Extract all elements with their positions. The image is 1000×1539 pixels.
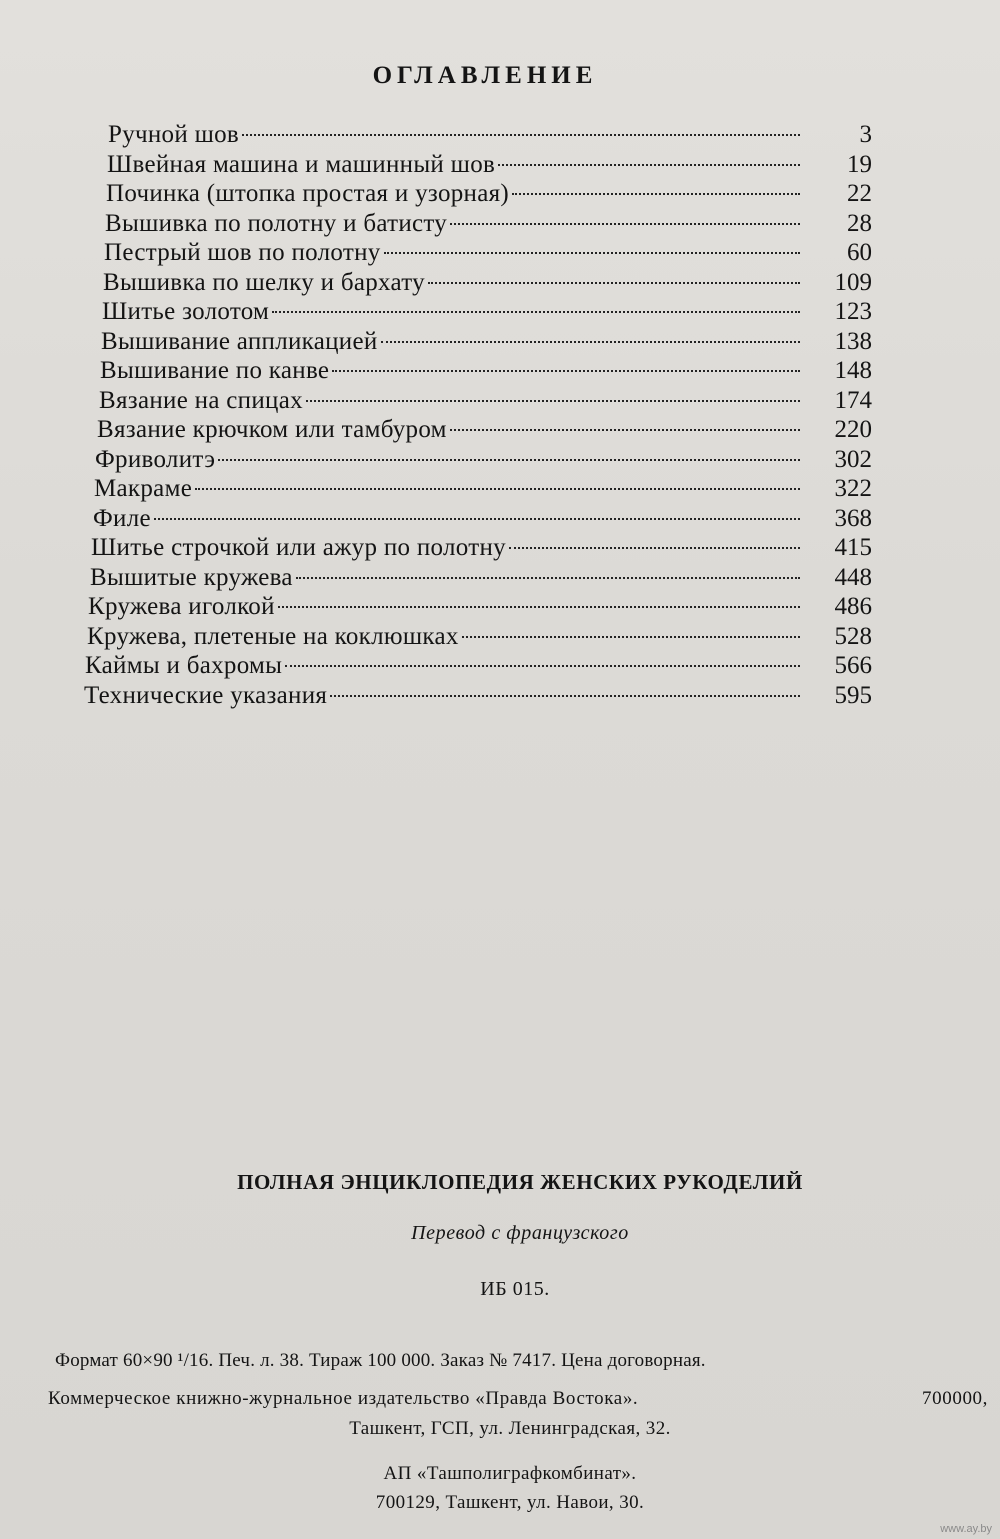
toc-entry-page: 302 xyxy=(834,445,872,473)
ib-number: ИБ 015. xyxy=(480,1278,550,1300)
toc-entry-label: Макраме xyxy=(94,475,193,502)
toc-entry-page: 528 xyxy=(834,622,872,650)
toc-entry xyxy=(82,474,872,504)
toc-entry-page: 486 xyxy=(834,593,872,620)
dot-leader xyxy=(509,547,800,549)
toc-entry-label: Вязание крючком или тамбуром xyxy=(97,416,447,443)
toc-entry-label: Вышивание аппликацией xyxy=(101,327,378,355)
publisher-address: Ташкент, ГСП, ул. Ленинградская, 32. xyxy=(349,1418,671,1439)
publisher-postcode: 700000, xyxy=(922,1388,988,1409)
dot-leader xyxy=(450,429,800,431)
toc-entry-label: Вышивка по полотну и батисту xyxy=(105,209,448,237)
toc-entry xyxy=(82,120,872,150)
toc-entry-page: 566 xyxy=(834,652,872,679)
toc-entry xyxy=(82,179,872,209)
toc-list xyxy=(82,120,872,710)
printer-address: 700129, Ташкент, ул. Навои, 30. xyxy=(375,1492,645,1513)
toc-entry-label: Кружева иголкой xyxy=(88,593,275,620)
toc-entry xyxy=(82,297,872,327)
toc-entry xyxy=(82,268,872,298)
toc-entry-label: Шитье строчкой или ажур по полотну xyxy=(91,534,506,561)
toc-entry-label: Починка (штопка простая и узорная) xyxy=(106,180,510,207)
toc-entry-label: Фриволитэ xyxy=(95,445,216,473)
toc-entry-page: 174 xyxy=(834,386,872,414)
toc-entry xyxy=(82,504,872,534)
toc-entry xyxy=(82,150,872,180)
toc-entry-page: 415 xyxy=(834,534,872,561)
toc-entry-page: 368 xyxy=(834,504,872,532)
dot-leader xyxy=(154,518,800,520)
toc-entry xyxy=(82,238,872,268)
dot-leader xyxy=(242,134,800,136)
dot-leader xyxy=(450,223,800,225)
toc-entry xyxy=(82,533,872,563)
toc-entry-label: Вышивка по шелку и бархату xyxy=(103,268,425,296)
toc-entry xyxy=(82,327,872,357)
toc-entry xyxy=(82,563,872,593)
toc-entry-page: 138 xyxy=(834,327,872,355)
toc-entry-label: Вышивание по канве xyxy=(100,357,330,384)
dot-leader xyxy=(296,577,800,579)
toc-entry-page: 148 xyxy=(834,357,872,384)
toc-entry xyxy=(82,651,872,681)
dot-leader xyxy=(462,636,800,638)
toc-entry-page: 448 xyxy=(834,563,872,591)
toc-entry xyxy=(82,681,872,711)
toc-entry-page: 60 xyxy=(847,239,872,266)
toc-entry-page: 3 xyxy=(859,121,872,148)
toc-entry-label: Кружева, плетеные на коклюшках xyxy=(87,622,459,650)
toc-entry-label: Филе xyxy=(93,504,151,532)
dot-leader xyxy=(218,459,800,461)
dot-leader xyxy=(195,488,800,490)
dot-leader xyxy=(428,282,800,284)
dot-leader xyxy=(285,665,800,667)
dot-leader xyxy=(512,193,800,195)
toc-entry-page: 595 xyxy=(834,681,872,709)
toc-title: ОГЛАВЛЕНИЕ xyxy=(372,62,598,89)
toc-entry-page: 109 xyxy=(834,268,872,296)
toc-entry-label: Шитье золотом xyxy=(102,298,270,325)
toc-entry-page: 22 xyxy=(847,180,872,207)
toc-entry-label: Ручной шов xyxy=(108,121,240,148)
dot-leader xyxy=(306,400,800,402)
toc-entry xyxy=(82,445,872,475)
toc-entry-label: Вязание на спицах xyxy=(99,386,303,414)
dot-leader xyxy=(332,370,800,372)
dot-leader xyxy=(381,341,800,343)
site-watermark: www.ay.by xyxy=(940,1523,992,1535)
toc-entry-page: 322 xyxy=(834,475,872,502)
toc-entry xyxy=(82,356,872,386)
toc-entry-label: Каймы и бахромы xyxy=(85,652,283,679)
toc-entry-page: 220 xyxy=(834,416,872,443)
dot-leader xyxy=(384,252,800,254)
dot-leader xyxy=(278,606,800,608)
dot-leader xyxy=(330,695,800,697)
dot-leader xyxy=(272,311,800,313)
book-title: ПОЛНАЯ ЭНЦИКЛОПЕДИЯ ЖЕНСКИХ РУКОДЕЛИЙ xyxy=(237,1170,803,1194)
toc-entry xyxy=(82,386,872,416)
toc-entry-label: Технические указания xyxy=(84,681,328,709)
toc-entry xyxy=(82,622,872,652)
toc-entry xyxy=(82,592,872,622)
toc-entry-label: Пестрый шов по полотну xyxy=(104,239,381,266)
publisher-name: Коммерческое книжно-журнальное издательство «Правда Востока». xyxy=(48,1388,639,1409)
toc-entry-page: 19 xyxy=(847,150,872,178)
toc-entry-label: Вышитые кружева xyxy=(90,563,293,591)
toc-entry-page: 123 xyxy=(834,298,872,325)
printer-name: АП «Ташполиграфкомбинат». xyxy=(383,1463,637,1484)
translation-note: Перевод с французского xyxy=(411,1222,629,1244)
toc-entry-page: 28 xyxy=(847,209,872,237)
format-line: Формат 60×90 ¹/16. Печ. л. 38. Тираж 100 000. Заказ № 7417. Цена договорная. xyxy=(55,1350,706,1371)
toc-entry xyxy=(82,415,872,445)
publisher-line xyxy=(48,1388,988,1410)
dot-leader xyxy=(498,164,800,166)
toc-entry xyxy=(82,209,872,239)
toc-entry-label: Швейная машина и машинный шов xyxy=(107,150,496,178)
